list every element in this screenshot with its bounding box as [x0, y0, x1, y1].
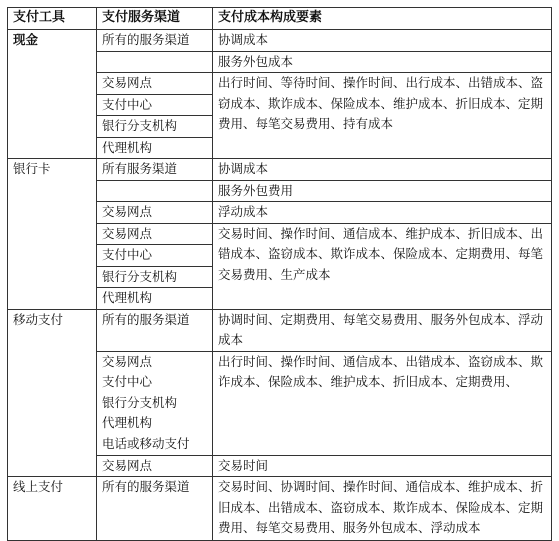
channel-list-cell — [97, 351, 213, 455]
channel-cell: 所有的服务渠道 — [97, 309, 213, 351]
table-row — [8, 73, 552, 95]
tool-cell-empty — [8, 455, 97, 477]
cost-cell: 协调成本 — [213, 30, 552, 52]
table-row — [8, 223, 552, 245]
cost-cell: 交易时间、操作时间、通信成本、维护成本、折旧成本、出错成本、盗窃成本、欺诈成本、保险成本、定期费用、每笔交易费用、生产成本 — [213, 223, 552, 309]
cost-cell: 交易时间 — [213, 455, 552, 477]
cost-cell: 出行时间、操作时间、通信成本、出错成本、盗窃成本、欺诈成本、保险成本、维护成本、折旧成本、定期费用、 — [213, 351, 552, 455]
table-header-row — [8, 8, 552, 30]
cost-cell: 服务外包成本 — [213, 51, 552, 73]
channel-cell: 所有的服务渠道 — [97, 477, 213, 541]
channel-cell: 代理机构 — [97, 288, 213, 310]
channel-cell-empty — [97, 180, 213, 202]
cost-cell: 服务外包费用 — [213, 180, 552, 202]
tool-cell-empty — [8, 51, 97, 73]
cost-cell: 出行时间、等待时间、操作时间、出行成本、出错成本、盗窃成本、欺诈成本、保险成本、维护成本、折旧成本、定期费用、每笔交易费用、持有成本 — [213, 73, 552, 159]
table-row — [8, 351, 552, 455]
tool-cell-empty — [8, 351, 97, 455]
channel-cell: 银行分支机构 — [97, 116, 213, 138]
payment-cost-table — [7, 7, 552, 541]
channel-item: 电话或移动支付 — [102, 435, 190, 451]
tool-cash: 现金 — [8, 30, 97, 52]
tool-cell-empty — [8, 116, 97, 138]
channel-cell: 交易网点 — [97, 455, 213, 477]
channel-cell: 代理机构 — [97, 137, 213, 159]
table-row — [8, 180, 552, 202]
tool-cell-empty — [8, 73, 97, 95]
channel-cell: 交易网点 — [97, 202, 213, 224]
table-row — [8, 202, 552, 224]
channel-item: 代理机构 — [102, 415, 153, 430]
channel-cell: 支付中心 — [97, 94, 213, 116]
tool-online: 线上支付 — [8, 477, 97, 541]
tool-bankcard: 银行卡 — [8, 159, 97, 181]
channel-cell: 交易网点 — [97, 223, 213, 245]
cost-cell: 协调时间、定期费用、每笔交易费用、服务外包成本、浮动成本 — [213, 309, 552, 351]
channel-cell: 交易网点 — [97, 73, 213, 95]
header-payment-tool: 支付工具 — [8, 8, 97, 30]
tool-cell-empty — [8, 266, 97, 288]
table-row — [8, 455, 552, 477]
table-row — [8, 309, 552, 351]
channel-item: 交易网点 — [102, 353, 153, 369]
header-service-channel: 支付服务渠道 — [97, 8, 213, 30]
tool-cell-empty — [8, 202, 97, 224]
tool-cell-empty — [8, 94, 97, 116]
cost-cell: 浮动成本 — [213, 202, 552, 224]
tool-mobile: 移动支付 — [8, 309, 97, 351]
tool-cell-empty — [8, 137, 97, 159]
table-row — [8, 30, 552, 52]
header-cost-elements: 支付成本构成要素 — [213, 8, 552, 30]
table-row — [8, 51, 552, 73]
channel-cell: 银行分支机构 — [97, 266, 213, 288]
channel-cell: 所有服务渠道 — [97, 159, 213, 181]
table-row — [8, 159, 552, 181]
tool-cell-empty — [8, 245, 97, 267]
tool-cell-empty — [8, 288, 97, 310]
channel-item: 支付中心 — [102, 374, 153, 389]
cost-cell: 协调成本 — [213, 159, 552, 181]
channel-cell: 支付中心 — [97, 245, 213, 267]
tool-cell-empty — [8, 180, 97, 202]
tool-cell-empty — [8, 223, 97, 245]
channel-item: 银行分支机构 — [102, 394, 178, 410]
channel-cell-empty — [97, 51, 213, 73]
table-row — [8, 477, 552, 541]
cost-cell: 交易时间、协调时间、操作时间、通信成本、维护成本、折旧成本、出错成本、盗窃成本、欺诈成本、保险成本、定期费用、每笔交易费用、服务外包成本、浮动成本 — [213, 477, 552, 541]
channel-cell: 所有的服务渠道 — [97, 30, 213, 52]
